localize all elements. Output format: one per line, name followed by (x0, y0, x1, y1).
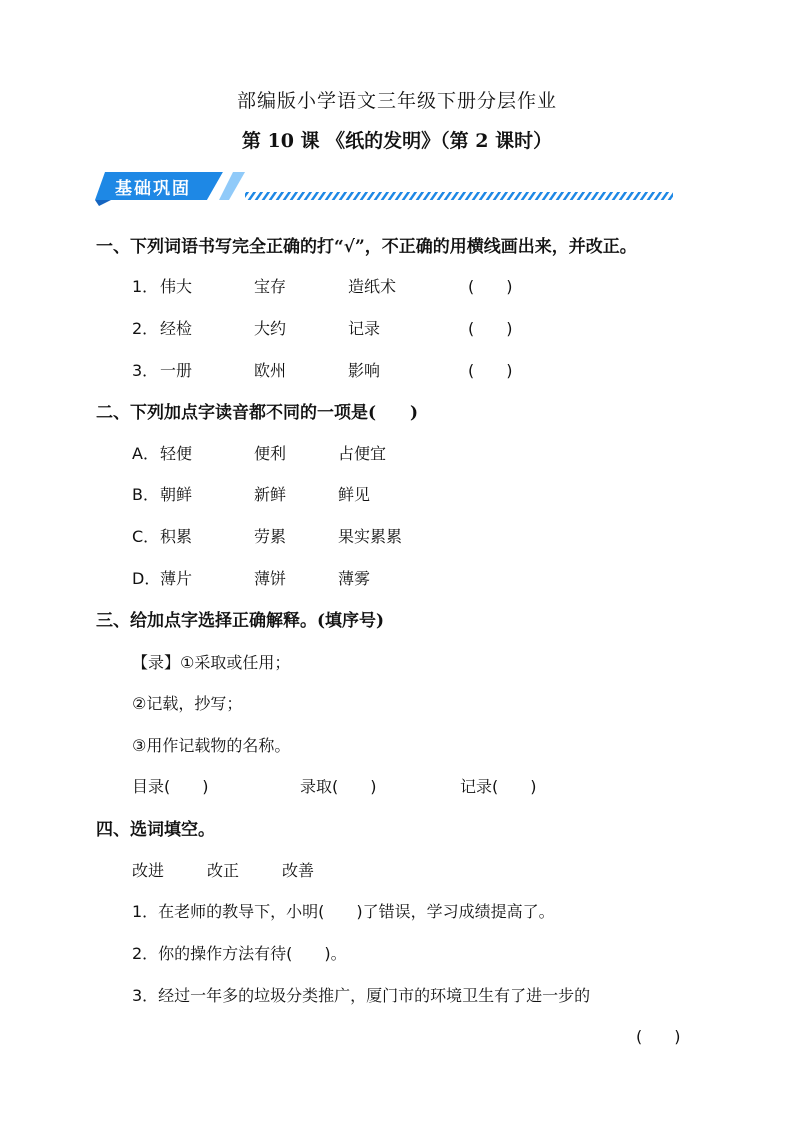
q1-row-3-word-2: 欧州 (254, 361, 287, 380)
q4-sentence-3: 3．经过一年多的垃圾分类推广，厦门市的环境卫生有了进一步的 (132, 986, 591, 1005)
q3-definition-1: 【录】①采取或任用； (132, 653, 291, 672)
question-3-prompt: 三、给加点字选择正确解释。(填序号) (96, 611, 385, 631)
q4-sentence-3-answer[interactable]: ( ) (636, 1027, 681, 1046)
question-2-prompt: 二、下列加点字读音都不同的一项是( ) (96, 403, 419, 423)
q4-option-3: 改善 (282, 861, 315, 880)
q2-option-d-word-2: 薄饼 (254, 569, 287, 588)
q1-row-2-word-1: 经检 (160, 319, 193, 338)
q2-option-c-word-2: 劳累 (254, 527, 287, 546)
q2-option-d-word-3: 薄雾 (338, 569, 371, 588)
q1-row-2-word-2: 大约 (254, 319, 287, 338)
q4-option-2: 改正 (207, 861, 240, 880)
q4-sentence-2: 2．你的操作方法有待( )。 (132, 944, 347, 963)
q3-blank-1[interactable]: 目录( ) (132, 777, 209, 796)
q3-blank-2[interactable]: 录取( ) (300, 777, 377, 796)
banner-label: 基础巩固 (115, 179, 191, 199)
q1-row-1-num: 1． (132, 277, 159, 296)
question-1-prompt: 一、下列词语书写完全正确的打“√”，不正确的用横线画出来，并改正。 (96, 237, 637, 257)
q1-row-1-answer[interactable]: ( ) (468, 277, 513, 296)
section-banner (95, 168, 675, 210)
q4-sentence-1: 1．在老师的教导下，小明( )了错误，学习成绩提高了。 (132, 902, 555, 921)
q2-option-a-label[interactable]: A． (132, 444, 159, 463)
q1-row-3-answer[interactable]: ( ) (468, 361, 513, 380)
q2-option-b-word-1: 朝鲜 (160, 485, 193, 504)
question-4-prompt: 四、选词填空。 (96, 820, 215, 840)
q1-row-3-num: 3． (132, 361, 159, 380)
q1-row-2-answer[interactable]: ( ) (468, 319, 513, 338)
q1-row-1-word-2: 宝存 (254, 277, 287, 296)
q2-option-b-word-3: 鲜见 (338, 485, 371, 504)
q1-row-2-num: 2． (132, 319, 159, 338)
q1-row-2-word-3: 记录 (348, 319, 381, 338)
q2-option-b-label[interactable]: B． (132, 485, 159, 504)
q3-definition-2: ②记载，抄写； (132, 694, 243, 713)
q1-row-3-word-3: 影响 (348, 361, 381, 380)
q2-option-c-word-1: 积累 (160, 527, 193, 546)
q2-option-d-word-1: 薄片 (160, 569, 193, 588)
q2-option-c-word-3: 果实累累 (338, 527, 403, 546)
q4-option-1: 改进 (132, 861, 165, 880)
page-title: 部编版小学语文三年级下册分层作业 (236, 90, 557, 112)
q1-row-3-word-1: 一册 (160, 361, 193, 380)
q2-option-a-word-1: 轻便 (160, 444, 193, 463)
q3-blank-3[interactable]: 记录( ) (460, 777, 537, 796)
q2-option-a-word-3: 占便宜 (338, 444, 387, 463)
q1-row-1-word-1: 伟大 (160, 277, 193, 296)
q1-row-1-word-3: 造纸术 (348, 277, 397, 296)
q2-option-d-label[interactable]: D． (132, 569, 161, 588)
q3-definition-3: ③用作记载物的名称。 (132, 736, 291, 755)
lesson-subtitle: 第 10 课 《纸的发明》（第 2 课时） (241, 130, 553, 152)
q2-option-a-word-2: 便利 (254, 444, 287, 463)
q2-option-c-label[interactable]: C． (132, 527, 160, 546)
q2-option-b-word-2: 新鲜 (254, 485, 287, 504)
